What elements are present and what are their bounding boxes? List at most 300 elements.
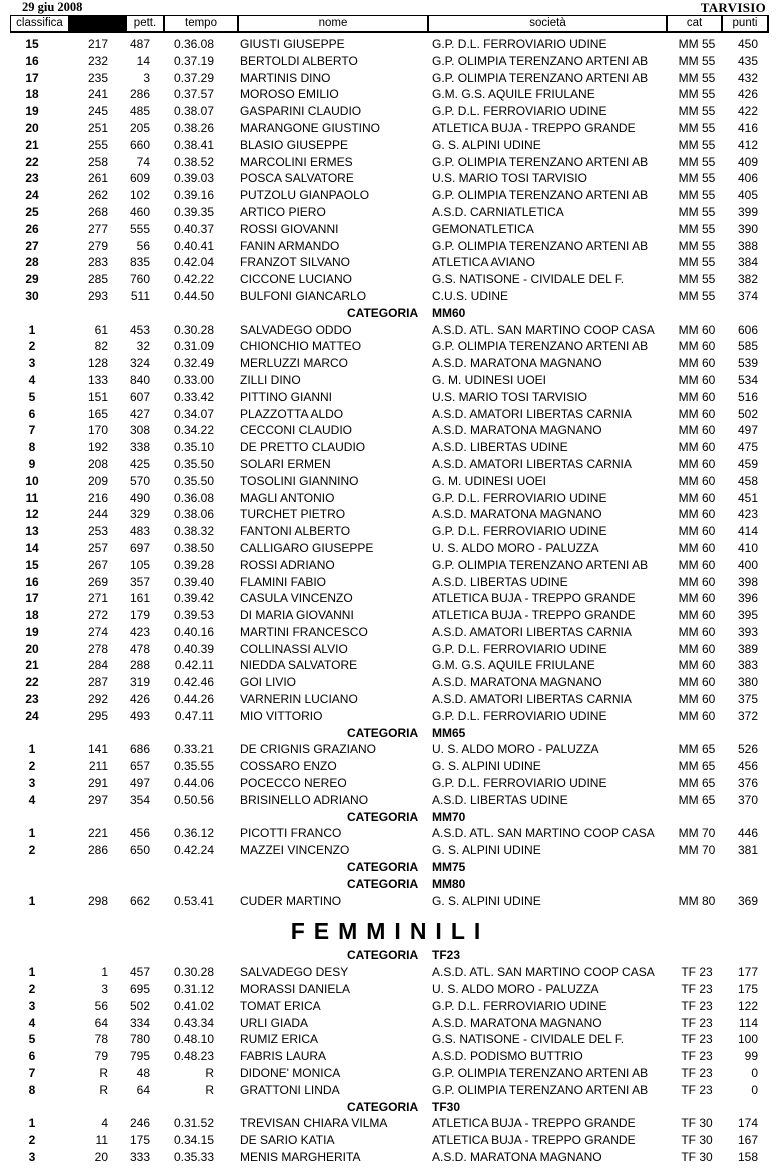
athlete-name: URLI GIADA: [240, 1015, 309, 1030]
table-row: [0, 842, 780, 859]
category-cell: MM 60: [678, 524, 716, 539]
time-cell: 0.34.22: [173, 423, 214, 438]
time-cell: 0.33.21: [173, 742, 214, 757]
pett-cell: 105: [129, 557, 150, 572]
pett-cell: 425: [129, 456, 150, 471]
rank-cell: 3: [28, 356, 36, 371]
table-row: [0, 1048, 780, 1065]
pett-cell: 487: [129, 37, 150, 51]
category-cell: TF 23: [681, 998, 713, 1013]
category-cell: MM 60: [678, 641, 716, 656]
athlete-name: CUDER MARTINO: [240, 893, 342, 908]
club-name: A.S.D. PODISMO BUTTRIO: [432, 1049, 583, 1064]
pett-cell: 456: [129, 826, 150, 841]
time-cell: R: [205, 1082, 214, 1097]
table-row: [0, 641, 780, 658]
club-name: A.S.D. LIBERTAS UDINE: [432, 792, 568, 807]
category-cell: MM 60: [678, 423, 716, 438]
category-value: MM70: [432, 809, 466, 824]
category-cell: MM 55: [678, 137, 716, 152]
bib-cell: 267: [87, 557, 108, 572]
bib-cell: 11: [95, 1133, 108, 1148]
table-row: [0, 170, 780, 187]
table-row: [0, 1082, 780, 1099]
rank-cell: 15: [25, 37, 39, 51]
category-value: MM75: [432, 860, 466, 875]
time-cell: 0.34.15: [173, 1133, 214, 1148]
athlete-name: MENIS MARGHERITA: [240, 1150, 361, 1164]
pett-cell: 662: [129, 893, 150, 908]
club-name: A.S.D. ATL. SAN MARTINO COOP CASA: [432, 322, 655, 337]
table-row: [0, 53, 780, 70]
bib-cell: 216: [87, 490, 108, 505]
time-cell: 0.38.50: [173, 540, 214, 555]
athlete-name: ZILLI DINO: [240, 372, 301, 387]
athlete-name: MARCOLINI ERMES: [240, 154, 353, 169]
pett-cell: 56: [136, 238, 150, 253]
table-row: [0, 523, 780, 540]
rank-cell: 2: [28, 843, 36, 858]
category-cell: TF 23: [681, 1049, 713, 1064]
time-cell: 0.31.12: [173, 982, 214, 997]
athlete-name: BERTOLDI ALBERTO: [240, 53, 358, 68]
category-cell: MM 60: [678, 557, 716, 572]
table-row: [0, 372, 780, 389]
category-cell: MM 60: [678, 389, 716, 404]
club-name: G.P. OLIMPIA TERENZANO ARTENI AB: [432, 70, 649, 85]
pett-cell: 32: [136, 339, 150, 354]
category-cell: TF 23: [681, 1066, 713, 1081]
athlete-name: FRANZOT SILVANO: [240, 255, 351, 270]
time-cell: 0.31.52: [173, 1116, 214, 1131]
bib-cell: 209: [87, 473, 108, 488]
table-row: [0, 238, 780, 255]
bib-cell: 287: [87, 675, 108, 690]
table-row: [0, 322, 780, 339]
time-cell: 0.40.41: [173, 238, 214, 253]
rank-cell: 6: [28, 406, 36, 421]
rank-cell: 1: [28, 893, 36, 908]
bib-cell: 269: [87, 574, 108, 589]
time-cell: 0.40.16: [173, 624, 214, 639]
points-cell: 381: [737, 843, 758, 858]
category-cell: MM 70: [678, 826, 716, 841]
bib-cell: R: [99, 1066, 108, 1081]
category-cell: MM 60: [678, 540, 716, 555]
points-cell: 475: [737, 440, 758, 455]
athlete-name: TREVISAN CHIARA VILMA: [240, 1116, 388, 1131]
club-name: G.P. D.L. FERROVIARIO UDINE: [432, 776, 607, 791]
table-row: [0, 964, 780, 981]
pett-cell: 338: [129, 440, 150, 455]
category-heading: [0, 1099, 780, 1116]
athlete-name: BULFONI GIANCARLO: [240, 288, 367, 303]
rank-cell: 21: [25, 137, 39, 152]
athlete-name: ROSSI ADRIANO: [240, 557, 335, 572]
points-cell: 0: [751, 1066, 758, 1081]
points-cell: 99: [744, 1049, 758, 1064]
points-cell: 458: [737, 473, 758, 488]
results-table: [0, 36, 780, 1166]
points-cell: 451: [737, 490, 758, 505]
category-cell: MM 60: [678, 692, 716, 707]
bib-cell: 208: [87, 456, 108, 471]
category-cell: MM 55: [678, 272, 716, 287]
athlete-name: SALVADEGO DESY: [240, 965, 349, 980]
table-row: [0, 1031, 780, 1048]
points-cell: 114: [738, 1015, 758, 1030]
category-value: TF23: [432, 948, 461, 963]
club-name: ATLETICA BUJA - TREPPO GRANDE: [432, 1133, 636, 1148]
table-row: [0, 204, 780, 221]
points-cell: 456: [737, 759, 758, 774]
bib-cell: 170: [87, 423, 108, 438]
athlete-name: COLLINASSI ALVIO: [240, 641, 348, 656]
points-cell: 534: [737, 372, 758, 387]
bib-cell: 78: [94, 1032, 108, 1047]
bib-cell: 61: [94, 322, 108, 337]
athlete-name: GASPARINI CLAUDIO: [240, 104, 362, 119]
points-cell: 423: [737, 507, 758, 522]
category-cell: TF 23: [681, 1015, 713, 1030]
time-cell: 0.30.28: [173, 322, 214, 337]
points-cell: 369: [737, 893, 758, 908]
club-name: U. S. ALDO MORO - PALUZZA: [432, 540, 599, 555]
pett-cell: 319: [129, 675, 150, 690]
time-cell: 0.37.57: [173, 87, 214, 102]
athlete-name: TOSOLINI GIANNINO: [240, 473, 359, 488]
category-cell: TF 30: [681, 1133, 713, 1148]
table-row: [0, 674, 780, 691]
pett-cell: 695: [129, 982, 150, 997]
category-cell: MM 60: [678, 440, 716, 455]
category-cell: MM 55: [678, 204, 716, 219]
pett-cell: 657: [129, 759, 150, 774]
club-name: G.M. G.S. AQUILE FRIULANE: [432, 658, 595, 673]
bib-cell: 151: [87, 389, 108, 404]
rank-cell: 3: [28, 998, 36, 1013]
time-cell: 0.48.10: [173, 1032, 214, 1047]
bib-cell: 235: [87, 70, 108, 85]
athlete-name: FANTONI ALBERTO: [240, 524, 351, 539]
athlete-name: NIEDDA SALVATORE: [240, 658, 358, 673]
table-row: [0, 998, 780, 1015]
pett-cell: 483: [129, 524, 150, 539]
time-cell: 0.38.06: [173, 507, 214, 522]
time-cell: 0.39.03: [173, 171, 214, 186]
bib-cell: 257: [87, 540, 108, 555]
rank-cell: 23: [25, 171, 39, 186]
rank-cell: 3: [28, 776, 36, 791]
club-name: A.S.D. AMATORI LIBERTAS CARNIA: [432, 406, 632, 421]
category-value: TF30: [432, 1099, 461, 1114]
category-cell: MM 60: [678, 658, 716, 673]
category-cell: MM 60: [678, 322, 716, 337]
time-cell: 0.33.42: [173, 389, 214, 404]
pett-cell: 760: [129, 272, 150, 287]
pett-cell: 457: [129, 965, 150, 980]
table-row: [0, 422, 780, 439]
rank-cell: 14: [25, 540, 39, 555]
time-cell: 0.47.11: [174, 708, 214, 723]
points-cell: 416: [737, 120, 758, 135]
club-name: A.S.D. MARATONA MAGNANO: [432, 507, 602, 522]
category-cell: MM 65: [678, 742, 716, 757]
column-pett: pett.: [127, 16, 163, 31]
points-cell: 0: [751, 1082, 758, 1097]
category-cell: MM 60: [678, 608, 716, 623]
category-cell: MM 80: [678, 893, 716, 908]
club-name: A.S.D. MARATONA MAGNANO: [432, 675, 602, 690]
bib-cell: 268: [87, 204, 108, 219]
pett-cell: 14: [136, 53, 150, 68]
bib-cell: 271: [87, 591, 108, 606]
bib-cell: 56: [94, 998, 108, 1013]
table-row: [0, 506, 780, 523]
athlete-name: FANIN ARMANDO: [240, 238, 340, 253]
rank-cell: 15: [25, 557, 39, 572]
category-cell: MM 70: [678, 843, 716, 858]
rank-cell: 12: [25, 507, 39, 522]
pett-cell: 324: [129, 356, 150, 371]
rank-cell: 23: [25, 692, 39, 707]
athlete-name: CHIONCHIO MATTEO: [240, 339, 362, 354]
time-cell: 0.30.28: [173, 965, 214, 980]
table-row: [0, 1015, 780, 1032]
rank-cell: 24: [25, 188, 39, 203]
points-cell: 459: [737, 456, 758, 471]
time-cell: 0.38.07: [173, 104, 214, 119]
time-cell: 0.39.16: [173, 188, 214, 203]
club-name: A.S.D. LIBERTAS UDINE: [432, 440, 568, 455]
category-cell: MM 60: [678, 624, 716, 639]
bib-cell: 295: [87, 708, 108, 723]
points-cell: 372: [737, 708, 758, 723]
club-name: G.P. D.L. FERROVIARIO UDINE: [432, 708, 607, 723]
table-row: [0, 574, 780, 591]
time-cell: 0.39.35: [173, 204, 214, 219]
category-cell: MM 55: [678, 255, 716, 270]
club-name: ATLETICA BUJA - TREPPO GRANDE: [432, 120, 636, 135]
time-cell: 0.35.50: [173, 473, 214, 488]
category-cell: MM 55: [678, 288, 716, 303]
pett-cell: 102: [129, 188, 150, 203]
category-cell: MM 55: [678, 154, 716, 169]
column-classifica: classifica: [11, 16, 68, 31]
time-cell: 0.42.04: [173, 255, 214, 270]
rank-cell: 1: [28, 742, 36, 757]
athlete-name: DIDONE' MONICA: [240, 1066, 341, 1081]
time-cell: 0.39.42: [173, 591, 214, 606]
table-row: [0, 86, 780, 103]
page-header: [0, 0, 780, 16]
table-row: [0, 708, 780, 725]
time-cell: 0.31.09: [173, 339, 214, 354]
points-cell: 396: [737, 591, 758, 606]
category-cell: MM 60: [678, 708, 716, 723]
athlete-name: GIUSTI GIUSEPPE: [240, 37, 345, 51]
points-cell: 376: [737, 776, 758, 791]
time-cell: 0.50.56: [173, 792, 214, 807]
pett-cell: 308: [129, 423, 150, 438]
athlete-name: CECCONI CLAUDIO: [240, 423, 353, 438]
category-cell: TF 23: [681, 982, 713, 997]
time-cell: 0.35.10: [173, 440, 214, 455]
rank-cell: 6: [28, 1049, 36, 1064]
bib-cell: 274: [87, 624, 108, 639]
rank-cell: 7: [28, 1066, 36, 1081]
rank-cell: 1: [28, 965, 36, 980]
club-name: G.M. G.S. AQUILE FRIULANE: [432, 87, 595, 102]
club-name: ATLETICA AVIANO: [432, 255, 535, 270]
time-cell: R: [205, 1066, 214, 1081]
points-cell: 375: [737, 692, 758, 707]
category-cell: MM 60: [678, 490, 716, 505]
bib-cell: 291: [87, 776, 108, 791]
category-cell: MM 55: [678, 238, 716, 253]
bib-cell: 298: [87, 893, 108, 908]
pett-cell: 48: [136, 1066, 150, 1081]
race-location: TARVISIO: [700, 0, 766, 15]
club-name: U. S. ALDO MORO - PALUZZA: [432, 982, 599, 997]
category-cell: MM 60: [678, 372, 716, 387]
pett-cell: 205: [129, 120, 150, 135]
category-cell: MM 55: [678, 221, 716, 236]
time-cell: 0.39.28: [173, 557, 214, 572]
athlete-name: MAGLI ANTONIO: [240, 490, 335, 505]
pett-cell: 835: [129, 255, 150, 270]
time-cell: 0.42.11: [174, 658, 214, 673]
club-name: U.S. MARIO TOSI TARVISIO: [432, 389, 587, 404]
category-value: MM60: [432, 305, 466, 320]
bib-cell: 133: [87, 372, 108, 387]
time-cell: 0.35.33: [173, 1150, 214, 1164]
time-cell: 0.37.19: [173, 53, 214, 68]
athlete-name: DE PRETTO CLAUDIO: [240, 440, 366, 455]
points-cell: 383: [737, 658, 758, 673]
athlete-name: MORASSI DANIELA: [240, 982, 351, 997]
category-cell: MM 65: [678, 792, 716, 807]
club-name: G.S. NATISONE - CIVIDALE DEL F.: [432, 272, 625, 287]
club-name: G.P. D.L. FERROVIARIO UDINE: [432, 998, 607, 1013]
table-row: [0, 741, 780, 758]
pett-cell: 478: [129, 641, 150, 656]
points-cell: 167: [737, 1133, 758, 1148]
athlete-name: MOROSO EMILIO: [240, 87, 339, 102]
athlete-name: PUTZOLU GIANPAOLO: [240, 188, 370, 203]
category-cell: MM 65: [678, 776, 716, 791]
club-name: A.S.D. MARATONA MAGNANO: [432, 1150, 602, 1164]
bib-cell: 279: [87, 238, 108, 253]
rank-cell: 10: [25, 473, 39, 488]
club-name: G.P. OLIMPIA TERENZANO ARTENI AB: [432, 1066, 649, 1081]
time-cell: 0.38.32: [173, 524, 214, 539]
club-name: C.U.S. UDINE: [432, 288, 509, 303]
bib-cell: 255: [87, 137, 108, 152]
table-row: [0, 1132, 780, 1149]
club-name: ATLETICA BUJA - TREPPO GRANDE: [432, 591, 636, 606]
points-cell: 526: [737, 742, 758, 757]
athlete-name: DE SARIO KATIA: [240, 1133, 335, 1148]
category-heading: [0, 809, 780, 826]
pett-cell: 795: [129, 1049, 150, 1064]
points-cell: 122: [737, 998, 758, 1013]
athlete-name: TURCHET PIETRO: [240, 507, 346, 522]
rank-cell: 2: [28, 1133, 36, 1148]
athlete-name: ROSSI GIOVANNI: [240, 221, 339, 236]
pett-cell: 427: [129, 406, 150, 421]
athlete-name: BRISINELLO ADRIANO: [240, 792, 369, 807]
time-cell: 0.40.39: [173, 641, 214, 656]
table-row: [0, 120, 780, 137]
points-cell: 606: [737, 322, 758, 337]
pett-cell: 650: [129, 843, 150, 858]
pett-cell: 333: [129, 1150, 150, 1164]
table-row: [0, 439, 780, 456]
time-cell: 0.40.37: [173, 221, 214, 236]
rank-cell: 16: [25, 574, 39, 589]
category-cell: TF 23: [681, 1082, 713, 1097]
points-cell: 395: [737, 608, 758, 623]
time-cell: 0.53.41: [173, 893, 214, 908]
time-cell: 0.35.55: [173, 759, 214, 774]
bib-cell: 241: [87, 87, 108, 102]
rank-cell: 18: [25, 87, 39, 102]
table-row: [0, 1149, 780, 1166]
points-cell: 100: [737, 1032, 758, 1047]
table-row: [0, 1065, 780, 1082]
table-row: [0, 456, 780, 473]
rank-cell: 2: [28, 339, 36, 354]
category-cell: MM 60: [678, 339, 716, 354]
table-row: [0, 154, 780, 171]
pett-cell: 334: [129, 1015, 150, 1030]
points-cell: 389: [737, 641, 758, 656]
points-cell: 446: [737, 826, 758, 841]
bib-cell: 1: [101, 965, 108, 980]
rank-cell: 19: [25, 624, 39, 639]
bib-cell: 221: [87, 826, 108, 841]
pett-cell: 485: [129, 104, 150, 119]
points-cell: 412: [737, 137, 758, 152]
club-name: G.S. NATISONE - CIVIDALE DEL F.: [432, 1032, 625, 1047]
category-cell: MM 55: [678, 37, 716, 51]
time-cell: 0.42.22: [173, 272, 214, 287]
pett-cell: 493: [129, 708, 150, 723]
athlete-name: PICOTTI FRANCO: [240, 826, 342, 841]
bib-cell: 128: [87, 356, 108, 371]
club-name: ATLETICA BUJA - TREPPO GRANDE: [432, 1116, 636, 1131]
athlete-name: MARTINIS DINO: [240, 70, 331, 85]
athlete-name: MARTINI FRANCESCO: [240, 624, 368, 639]
bib-cell: 258: [87, 154, 108, 169]
category-cell: TF 30: [681, 1150, 713, 1164]
club-name: G. M. UDINESI UOEI: [432, 473, 547, 488]
club-name: G.P. D.L. FERROVIARIO UDINE: [432, 104, 607, 119]
points-cell: 410: [737, 540, 758, 555]
rank-cell: 19: [25, 104, 39, 119]
club-name: G.P. OLIMPIA TERENZANO ARTENI AB: [432, 339, 649, 354]
category-cell: MM 60: [678, 473, 716, 488]
table-row: [0, 221, 780, 238]
club-name: A.S.D. ATL. SAN MARTINO COOP CASA: [432, 826, 655, 841]
rank-cell: 8: [28, 440, 36, 455]
category-cell: MM 60: [678, 574, 716, 589]
athlete-name: SOLARI ERMEN: [240, 456, 331, 471]
table-row: [0, 657, 780, 674]
time-cell: 0.36.12: [173, 826, 214, 841]
club-name: A.S.D. CARNIATLETICA: [432, 204, 564, 219]
